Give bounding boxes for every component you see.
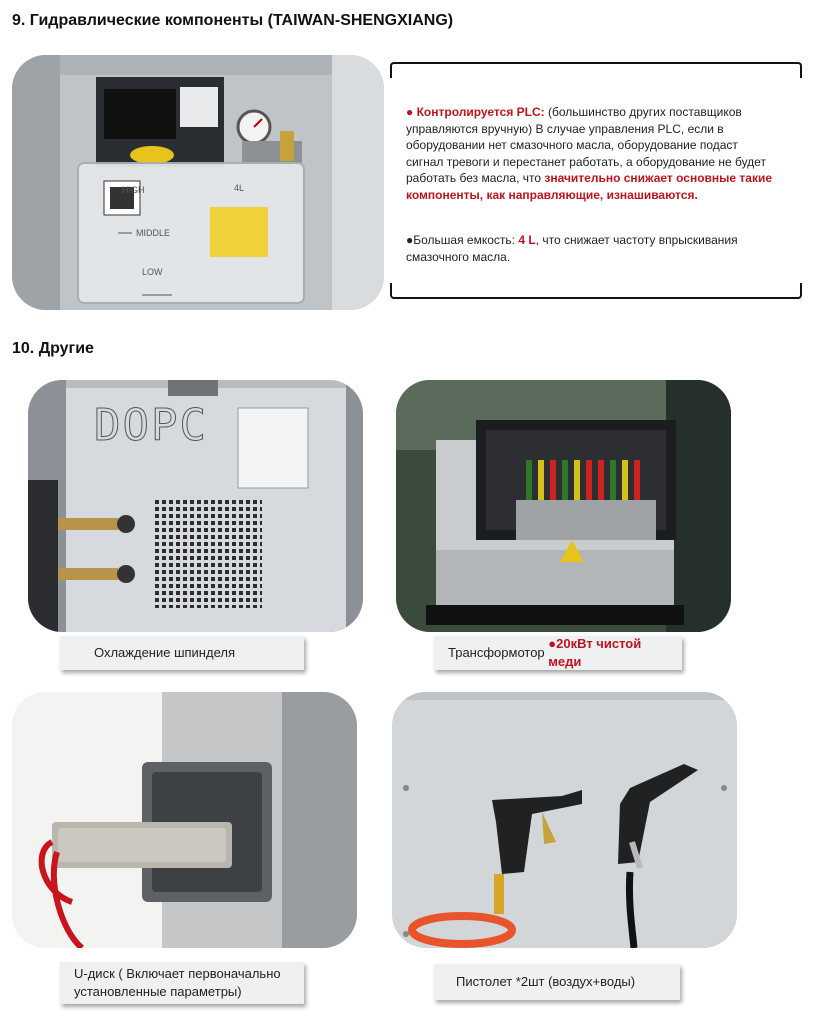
section-9-title: 9. Гидравлические компоненты (TAIWAN-SHENGXIANG) (12, 12, 454, 29)
caption-guns: Пистолет *2шт (воздух+воды) (434, 964, 680, 1000)
chiller-logo: DOPC (94, 400, 208, 451)
lubrication-pump-photo (12, 55, 384, 310)
transformer-photo (396, 380, 731, 632)
tank-capacity-label: 4L (234, 183, 245, 193)
plc-lead: ● Контролируется PLC: (406, 105, 545, 119)
plc-text: (большинство других поставщиков управляются вручную) В случае управления PLC, если в оборудовании нет смазочного масла, оборудование подаст сигнал тревоги и перестанет работать, а оборудование не будет работать без масла, что (406, 105, 766, 185)
capacity-paragraph (406, 232, 776, 265)
caption-spindle-cooling: Охлаждение шпинделя (60, 636, 304, 670)
text-bracket-top (390, 62, 802, 78)
caption-usb-drive: U-диск ( Включает первоначально установленные параметры) (60, 962, 304, 1004)
capacity-lead: ●Большая емкость: (406, 233, 519, 247)
caption-transformer-highlight: ●20кВт чистой меди (548, 636, 642, 669)
plc-highlight: значительно снижает основные такие компоненты, как направляющие, изнашиваются. (406, 171, 773, 202)
air-water-gun-photo (392, 692, 737, 948)
tank-high-label: HIGH (122, 185, 145, 195)
spindle-chiller-photo (28, 380, 363, 632)
guns-illustration (392, 692, 737, 948)
plc-paragraph (406, 104, 776, 203)
caption-transformer-text: Трансформотор (448, 645, 549, 660)
tank-low-label: LOW (142, 267, 163, 277)
text-bracket-bottom (390, 283, 802, 299)
transformer-illustration (396, 380, 731, 632)
usb-drive-illustration (12, 692, 357, 948)
lubrication-pump-illustration (12, 55, 384, 310)
capacity-value: 4 L (518, 233, 536, 247)
usb-drive-photo (12, 692, 357, 948)
capacity-text: , что снижает частоту впрыскивания смазочного масла. (406, 233, 738, 264)
section-10-title: 10. Другие (12, 340, 94, 357)
tank-middle-label: MIDDLE (136, 228, 171, 238)
caption-transformer (434, 636, 682, 670)
